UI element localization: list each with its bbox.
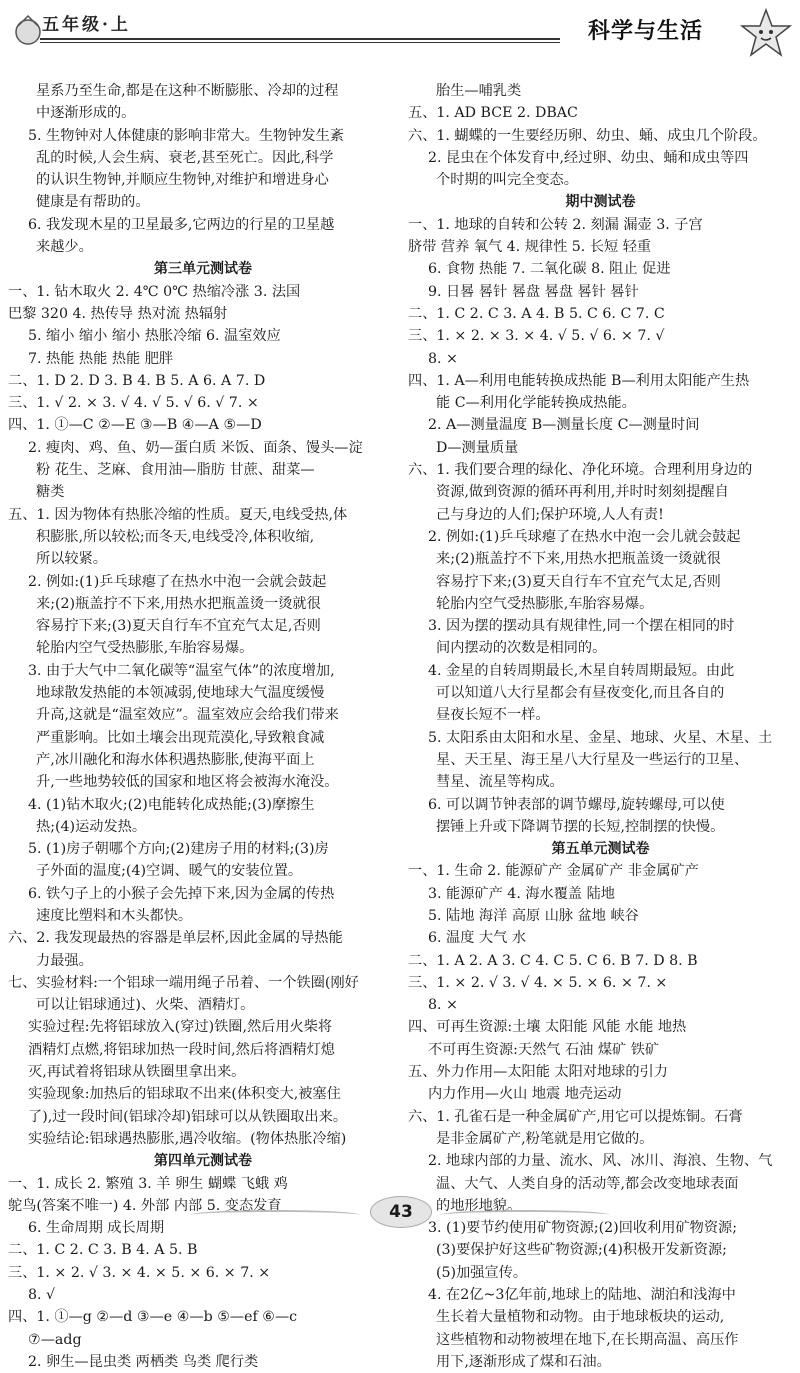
answer-line: 8. × [428, 350, 458, 367]
answer-line: 6. 铁勺子上的小猴子会先掉下来,因为金属的传热 [28, 885, 335, 902]
answer-line: 5. 陆地 海洋 高原 山脉 盆地 峡谷 [428, 907, 639, 924]
answer-line: 用下,逐渐形成了煤和石油。 [436, 1353, 611, 1370]
answer-line: 6. 食物 热能 7. 二氧化碳 8. 阻止 促进 [428, 261, 671, 278]
answer-line: 5. (1)房子朝哪个方向;(2)建房子用的材料;(3)房 [28, 841, 329, 858]
section-heading: 第三单元测试卷 [154, 261, 252, 278]
answer-line: 二、1. C 2. C 3. B 4. A 5. B [8, 1242, 198, 1259]
answer-line: 升,一些地势较低的国家和地区将会被海水淹没。 [36, 774, 339, 791]
answer-line: 实验现象:加热后的铝球取不出来(体积变大,被塞住 [28, 1086, 341, 1103]
answer-line: 轮胎内空气受热膨胀,车胎容易爆。 [436, 595, 654, 612]
answer-line: 6. 我发现木星的卫星最多,它两边的行星的卫星越 [28, 216, 335, 233]
answer-line: 3. 因为摆的摆动具有规律性,同一个摆在相同的时 [428, 618, 735, 635]
answer-line: 容易拧下来;(3)夏天自行车不宜充气太足,否则 [436, 573, 721, 590]
answer-line: (5)加强宣传。 [436, 1264, 528, 1281]
answer-line: 2. A—测量温度 B—测量长度 C—测量时间 [428, 417, 700, 434]
book-title: 科学与生活 [588, 19, 704, 44]
answer-line: 资源,做到资源的循环再利用,并时时刻刻提醒自 [436, 484, 729, 501]
answer-line: (3)要保护好这些矿物资源;(4)积极开发新资源; [436, 1242, 727, 1259]
answer-line: 脐带 营养 氧气 4. 规律性 5. 长短 轻重 [408, 239, 652, 256]
page-number: 43 [370, 1196, 432, 1228]
answer-line: 二、1. C 2. C 3. A 4. B 5. C 6. C 7. C [408, 305, 665, 322]
grade-label: 五年级·上 [42, 15, 131, 35]
answer-line: 五、外力作用—太阳能 太阳对地球的引力 [408, 1064, 668, 1081]
answer-line: 4. (1)钻木取火;(2)电能转化成热能;(3)摩擦生 [28, 796, 315, 813]
answer-line: 六、1. 我们要合理的绿化、净化环境。合理利用身边的 [408, 462, 753, 479]
answer-line: 3. 能源矿产 4. 海水覆盖 陆地 [428, 885, 615, 902]
answer-line: 2. 昆虫在个体发育中,经过卵、幼虫、蛹和成虫等四 [428, 149, 749, 166]
answer-line: 可以让铝球通过)、火柴、酒精灯。 [36, 997, 255, 1014]
answer-line: 是非金属矿产,粉笔就是用它做的。 [436, 1130, 654, 1147]
answer-line: 二、1. A 2. A 3. C 4. C 5. C 6. B 7. D 8. B [408, 952, 698, 969]
answer-line: 六、2. 我发现最热的容器是单层杯,因此金属的导热能 [8, 930, 343, 947]
answer-line: 酒精灯点燃,将铝球加热一段时间,然后将酒精灯熄 [28, 1041, 335, 1058]
answer-line: 一、1. 钻木取火 2. 4℃ 0℃ 热缩冷涨 3. 法国 [8, 283, 301, 300]
answer-line: 2. 例如:(1)乒乓球瘪了在热水中泡一会就会鼓起 [28, 573, 327, 590]
answer-line: 地球散发热能的本领减弱,使地球大气温度缓慢 [36, 685, 325, 702]
answer-line: 不可再生资源:天然气 石油 煤矿 铁矿 [428, 1041, 660, 1058]
answer-line: 热;(4)运动发热。 [36, 818, 147, 835]
answer-line: 严重影响。比如土壤会出现荒漠化,导致粮食减 [36, 729, 325, 746]
answer-line: 五、1. AD BCE 2. DBAC [408, 105, 578, 122]
answer-line: 5. 生物钟对人体健康的影响非常大。生物钟发生紊 [28, 127, 344, 144]
answer-line: 实验结论:铝球遇热膨胀,遇冷收缩。(物体热胀冷缩) [28, 1130, 347, 1147]
answer-line: 来;(2)瓶盖拧不下来,用热水把瓶盖烫一烫就很 [436, 551, 721, 568]
header-rule-thin [40, 42, 560, 43]
answer-line: 9. 日晷 晷针 晷盘 晷盘 晷针 晷针 [428, 283, 639, 300]
answer-line: 这些植物和动物被埋在地下,在长期高温、高压作 [436, 1331, 739, 1348]
answer-line: 实验过程:先将铝球放入(穿过)铁圈,然后用火柴将 [28, 1019, 333, 1036]
answer-line: ⑦—adg [28, 1331, 82, 1348]
section-heading: 第四单元测试卷 [154, 1153, 252, 1170]
answer-line: 升高,这就是“温室效应”。温室效应会给我们带来 [36, 707, 339, 724]
answer-line: 四、1. ①—C ②—E ③—B ④—A ⑤—D [8, 417, 262, 434]
answer-line: 个时期的叫完全变态。 [436, 172, 578, 189]
answer-line: 所以较紧。 [36, 551, 107, 568]
answer-line: 容易拧下来;(3)夏天自行车不宜充气太足,否则 [36, 618, 321, 635]
answer-line: 一、1. 生命 2. 能源矿产 金属矿产 非金属矿产 [408, 863, 699, 880]
answer-line: 可以知道八大行星都会有昼夜变化,而且各自的 [436, 685, 725, 702]
answer-line: 速度比塑料和木头都快。 [36, 907, 193, 924]
page-footer [0, 1196, 800, 1236]
answer-line: 六、1. 孔雀石是一种金属矿产,用它可以提炼铜。石膏 [408, 1108, 743, 1125]
answer-line: 七、实验材料:一个铝球一端用绳子吊着、一个铁圈(刚好 [8, 974, 359, 991]
section-heading: 期中测试卷 [565, 194, 636, 211]
footer-wave-right [440, 1210, 610, 1220]
answer-line: 胎生—哺乳类 [436, 83, 522, 99]
answer-line: 7. 热能 热能 热能 肥胖 [28, 350, 174, 367]
answer-line: 一、1. 成长 2. 繁殖 3. 羊 卵生 蝴蝶 飞蛾 鸡 [8, 1175, 288, 1192]
answer-line: 二、1. D 2. D 3. B 4. B 5. A 6. A 7. D [8, 372, 266, 389]
answer-line: 三、1. × 2. √ 3. × 4. × 5. × 6. × 7. × [8, 1264, 271, 1281]
footer-wave-left [190, 1210, 360, 1220]
answer-line: 粉 花生、芝麻、食用油—脂肪 甘蔗、甜菜— [36, 462, 315, 479]
answer-line: 三、1. √ 2. × 3. √ 4. √ 5. √ 6. √ 7. × [8, 395, 259, 412]
answer-line: 四、1. A—利用电能转换成热能 B—利用太阳能产生热 [408, 372, 750, 389]
answer-line: 巴黎 320 4. 热传导 热对流 热辐射 [8, 305, 228, 322]
left-column [8, 80, 398, 1373]
answer-line: 三、1. × 2. √ 3. √ 4. × 5. × 6. × 7. × [408, 974, 668, 991]
answer-line: 4. 在2亿~3亿年前,地球上的陆地、湖泊和浅海中 [428, 1287, 736, 1304]
answer-line: 的认识生物钟,并顺应生物钟,对维护和增进身心 [36, 172, 329, 189]
answer-line: 能 C—利用化学能转换成热能。 [436, 395, 636, 412]
answer-line: 内力作用—火山 地震 地壳运动 [428, 1086, 622, 1103]
answer-line: 轮胎内空气受热膨胀,车胎容易爆。 [36, 640, 254, 657]
answer-line: 6. 温度 大气 水 [428, 930, 527, 947]
answer-line: 健康是有帮助的。 [36, 194, 150, 211]
answer-line: 2. 卵生—昆虫类 两栖类 鸟类 爬行类 [28, 1353, 259, 1370]
answer-line: 六、1. 蝴蝶的一生要经历卵、幼虫、蛹、成虫几个阶段。 [408, 127, 767, 144]
answer-line: 三、1. × 2. × 3. × 4. √ 5. √ 6. × 7. √ [408, 328, 665, 345]
answer-line: 的地形地貌。 [436, 1197, 522, 1214]
answer-line: 2. 地球内部的力量、流水、风、冰川、海浪、生物、气 [428, 1153, 773, 1170]
header-rule [40, 38, 560, 40]
answer-line: 昼夜长短不一样。 [436, 707, 550, 724]
answer-line: 一、1. 地球的自转和公转 2. 刻漏 漏壶 3. 子宫 [408, 216, 703, 233]
answer-line: 糖类 [36, 484, 65, 501]
answer-line: 4. 金星的自转周期最长,木星自转周期最短。由此 [428, 662, 735, 679]
answer-line: 四、可再生资源:土壤 太阳能 风能 水能 地热 [408, 1019, 687, 1036]
answer-line: 2. 瘦肉、鸡、鱼、奶—蛋白质 米饭、面条、馒头—淀 [28, 439, 363, 456]
star-mascot-icon [738, 6, 794, 62]
answer-line: 间内摆动的次数是相同的。 [436, 640, 607, 657]
answer-line: 己与身边的人们;保护环境,人人有责! [436, 506, 664, 523]
answer-line: 产,冰川融化和海水体积遇热膨胀,使海平面上 [36, 751, 315, 768]
answer-line: 6. 生命周期 成长周期 [28, 1220, 165, 1237]
answer-line: 5. 缩小 缩小 缩小 热胀冷缩 6. 温室效应 [28, 328, 281, 345]
answer-line: 力最强。 [36, 952, 93, 969]
answer-line: 鸵鸟(答案不唯一) 4. 外部 内部 5. 变态发育 [8, 1197, 282, 1214]
answer-line: 来;(2)瓶盖拧不下来,用热水把瓶盖烫一烫就很 [36, 595, 321, 612]
answer-line: 8. × [428, 997, 458, 1014]
right-column [408, 80, 793, 1373]
answer-line: 子外面的温度;(4)空调、暖气的安装位置。 [36, 863, 303, 880]
answer-line: 5. 太阳系由太阳和水星、金星、地球、火星、木星、土 [428, 729, 773, 746]
answer-line: 中逐渐形成的。 [36, 105, 136, 122]
answer-line: D—测量质量 [436, 439, 519, 456]
answer-line: 积膨胀,所以较松;而冬天,电线受冷,体积收缩, [36, 528, 315, 545]
answer-line: 3. (1)要节约使用矿物资源;(2)回收利用矿物资源; [428, 1220, 737, 1237]
answer-line: 星系乃至生命,都是在这种不断膨胀、冷却的过程 [36, 83, 339, 99]
answer-line: 来越少。 [36, 239, 93, 256]
answer-line: 四、1. ①—g ②—d ③—e ④—b ⑤—ef ⑥—c [8, 1309, 298, 1326]
page-header [0, 0, 800, 78]
answer-line: 6. 可以调节钟表部的调节螺母,旋转螺母,可以使 [428, 796, 725, 813]
answer-line: 星、天王星、海王星八大行星及一些运行的卫星、 [436, 751, 749, 768]
section-heading: 第五单元测试卷 [551, 841, 650, 858]
answer-line: 彗星、流星等构成。 [436, 774, 564, 791]
answer-line: 8. √ [28, 1287, 56, 1304]
answer-line: 温、大气、人类自身的活动等,都会改变地球表面 [436, 1175, 739, 1192]
answer-line: 摆锤上升或下降调节摆的长短,控制摆的快慢。 [436, 818, 725, 835]
answer-line: 乱的时候,人会生病、衰老,甚至死亡。因此,科学 [36, 149, 334, 166]
answer-line: 灭,再试着将铝球从铁圈里拿出来。 [28, 1064, 246, 1081]
answer-line: 3. 由于大气中二氧化碳等“温室气体”的浓度增加, [28, 662, 335, 679]
answer-line: 五、1. 因为物体有热胀冷缩的性质。夏天,电线受热,体 [8, 506, 348, 523]
answer-line: 2. 例如:(1)乒乓球瘪了在热水中泡一会儿就会鼓起 [428, 528, 741, 545]
answer-line: 生长着大量植物和动物。由于地球板块的运动, [436, 1309, 725, 1326]
answer-line: 了),过一段时间(铝球冷却)铝球可以从铁圈取出来。 [28, 1108, 348, 1125]
